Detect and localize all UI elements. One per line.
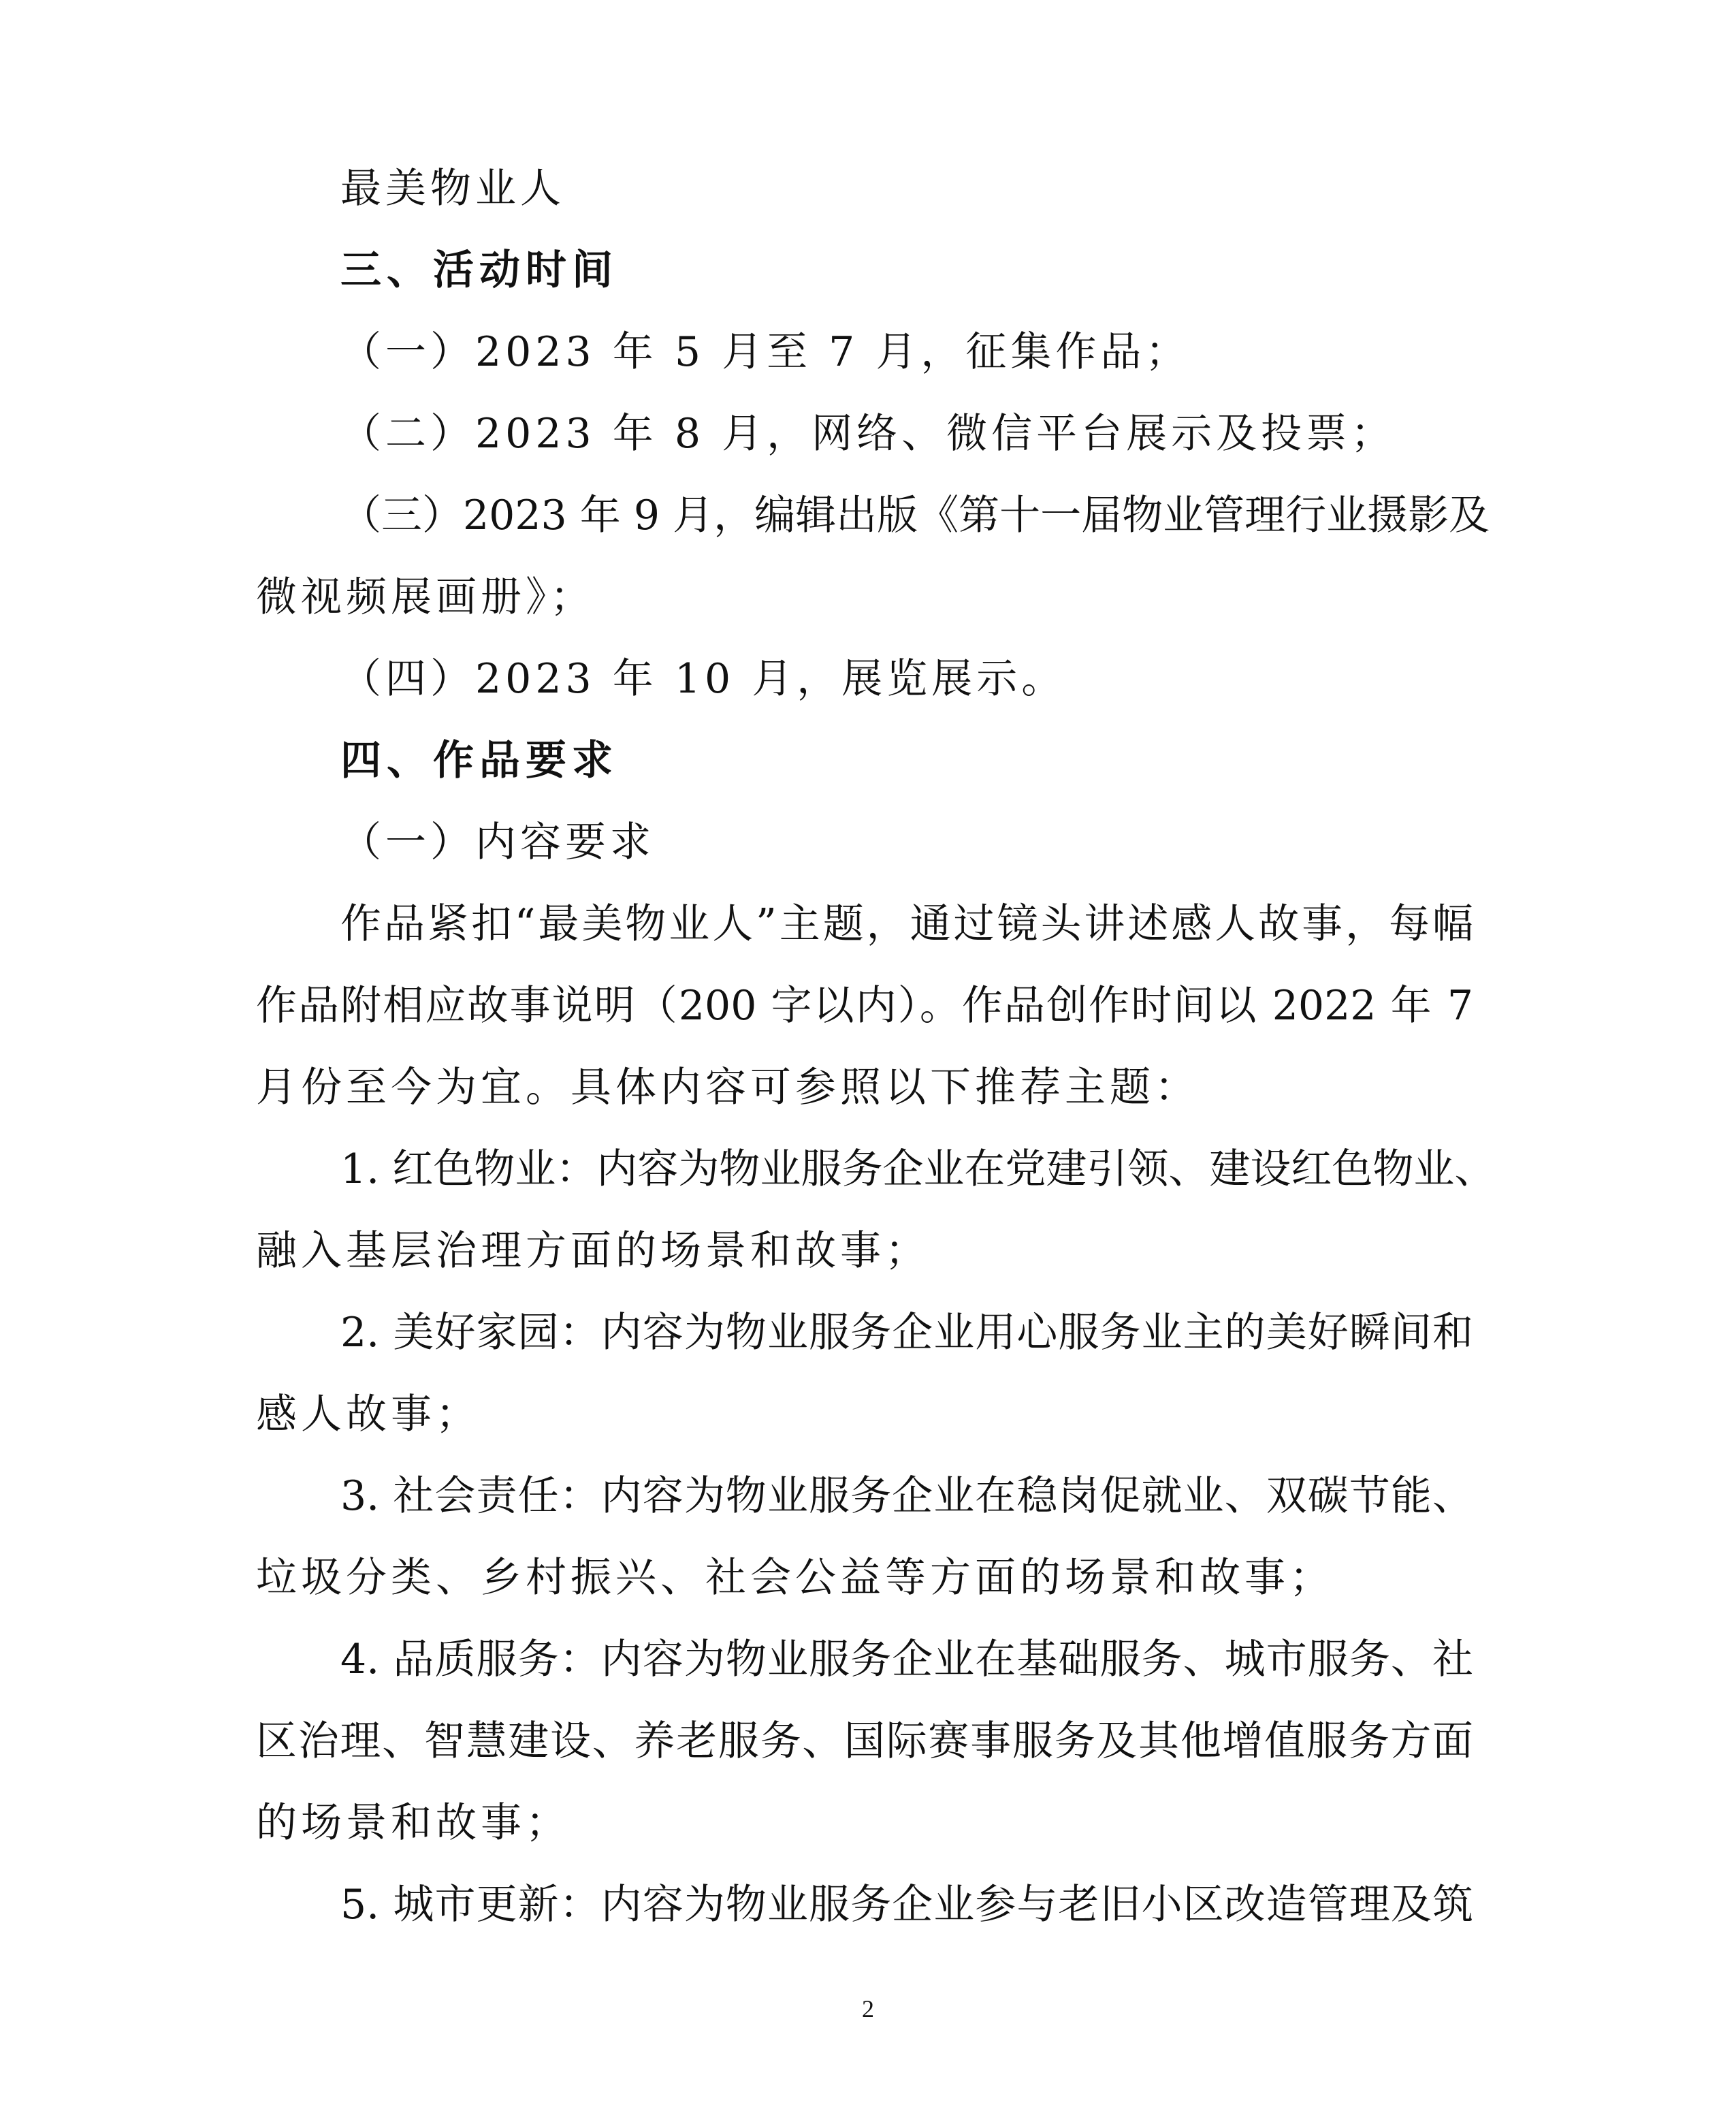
theme-item-4-continued-2: 的场景和故事；: [256, 1799, 570, 1847]
theme-item-1-continued: 融入基层治理方面的场景和故事；: [256, 1227, 930, 1275]
section-heading-activity-time: 三、活动时间: [340, 247, 618, 294]
page-number: 2: [862, 1995, 874, 2022]
theme-item-1: 1. 红色物业：内容为物业服务企业在党建引领、建设红色物业、: [340, 1145, 1496, 1193]
list-item-time-3: （三）2023 年 9 月，编辑出版《第十一届物业管理行业摄影及: [340, 492, 1490, 539]
list-item-time-2: （二）2023 年 8 月，网络、微信平台展示及投票；: [340, 410, 1396, 458]
list-item-time-3-continued: 微视频展画册》；: [256, 573, 595, 621]
subheading-content-requirements: （一）内容要求: [340, 819, 655, 866]
theme-item-2-continued: 感人故事；: [256, 1391, 481, 1438]
theme-item-2: 2. 美好家园：内容为物业服务企业用心服务业主的美好瞬间和: [340, 1309, 1473, 1356]
paragraph-line: 月份至今为宜。具体内容可参照以下推荐主题：: [256, 1064, 1200, 1111]
theme-item-5: 5. 城市更新：内容为物业服务企业参与老旧小区改造管理及筑: [340, 1881, 1473, 1929]
paragraph-line: 作品附相应故事说明（200 字以内）。作品创作时间以 2022 年 7: [256, 982, 1473, 1030]
paragraph-line: 最美物业人: [340, 165, 565, 212]
theme-item-4-continued: 区治理、智慧建设、养老服务、国际赛事服务及其他增值服务方面: [256, 1717, 1473, 1765]
section-heading-work-requirements: 四、作品要求: [340, 737, 618, 784]
theme-item-3-continued: 垃圾分类、乡村振兴、社会公益等方面的场景和故事；: [256, 1554, 1334, 1602]
theme-item-3: 3. 社会责任：内容为物业服务企业在稳岗促就业、双碳节能、: [340, 1472, 1473, 1520]
list-item-time-4: （四）2023 年 10 月，展览展示。: [340, 655, 1067, 703]
list-item-time-1: （一）2023 年 5 月至 7 月，征集作品；: [340, 328, 1191, 376]
paragraph-line: 作品紧扣“最美物业人”主题，通过镜头讲述感人故事，每幅: [340, 900, 1473, 948]
theme-item-4: 4. 品质服务：内容为物业服务企业在基础服务、城市服务、社: [340, 1636, 1473, 1683]
